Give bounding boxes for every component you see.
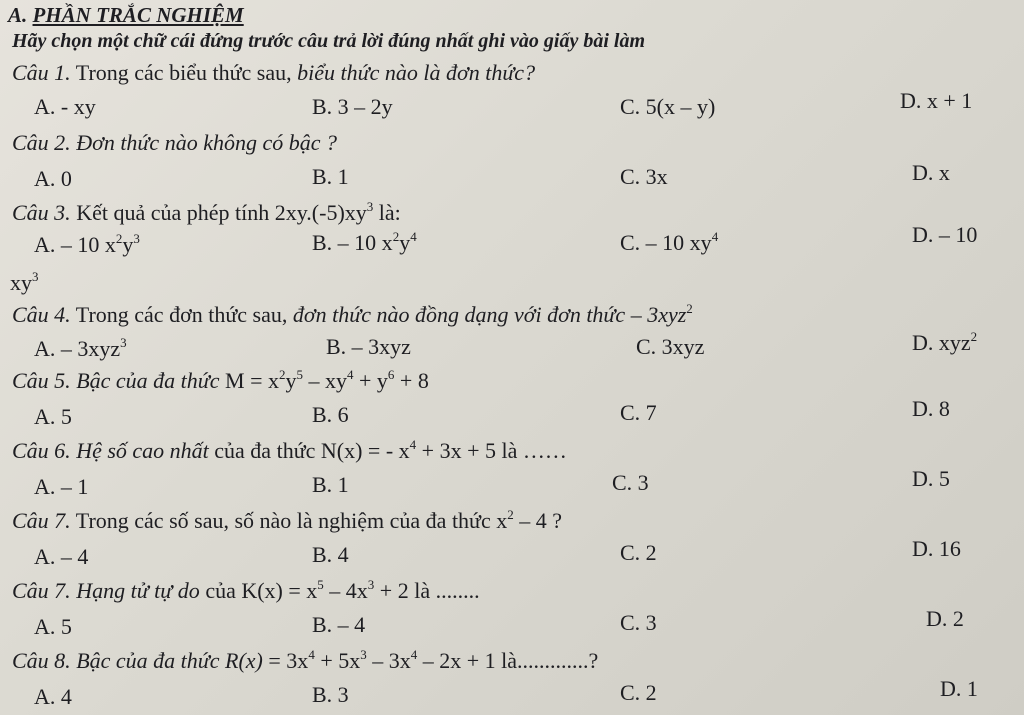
option-text: B. – 10 x <box>312 230 393 255</box>
question-label: Câu 8. <box>12 648 71 673</box>
superscript: 3 <box>367 577 375 592</box>
q1-option-a[interactable]: A. - xy <box>34 94 96 119</box>
question-text-end: là: <box>373 200 401 225</box>
section-heading <box>8 2 244 28</box>
question-7b <box>12 578 480 604</box>
q3-option-d[interactable]: D. – 10 <box>912 222 978 247</box>
expression-part: y <box>285 368 297 393</box>
q8-option-b[interactable]: B. 3 <box>312 682 349 707</box>
question-text-emphasis: đơn thức nào đồng dạng với đơn thức <box>292 302 626 327</box>
expression-part: + 8 <box>394 368 429 393</box>
question-label: Câu 2. <box>12 130 71 155</box>
superscript: 3 <box>360 647 367 662</box>
q7b-option-b[interactable]: B. – 4 <box>312 612 366 637</box>
superscript: 4 <box>410 229 417 244</box>
question-text-emphasis: Hạng tử tự do <box>70 578 200 603</box>
question-text: Trong các biểu thức sau, <box>70 60 298 85</box>
superscript: 2 <box>686 301 693 316</box>
superscript: 3 <box>120 335 127 350</box>
option-text: A. – 3xyz <box>34 336 121 361</box>
q4-option-b[interactable]: B. – 3xyz <box>326 334 411 359</box>
q3-option-b[interactable] <box>312 230 417 256</box>
q7-option-b[interactable]: B. 4 <box>312 542 349 567</box>
q3-option-c[interactable] <box>620 230 718 256</box>
option-text: y <box>122 232 134 257</box>
question-label: Câu 7. <box>12 578 71 603</box>
q2-option-b[interactable]: B. 1 <box>312 164 349 189</box>
q6-option-d[interactable]: D. 5 <box>912 466 950 491</box>
section-title: PHẦN TRẮC NGHIỆM <box>32 3 244 27</box>
option-text: xy <box>10 270 32 295</box>
expression-part: + 5x <box>314 648 361 673</box>
question-text: Đơn thức nào không có bậc ? <box>70 130 337 155</box>
q4-option-d[interactable] <box>912 330 977 356</box>
q7-option-c[interactable]: C. 2 <box>620 540 657 565</box>
superscript: 3 <box>133 231 140 246</box>
q5-option-c[interactable]: C. 7 <box>620 400 657 425</box>
q4-option-a[interactable] <box>34 336 127 362</box>
q7b-option-d[interactable]: D. 2 <box>926 606 964 631</box>
q7-option-a[interactable]: A. – 4 <box>34 544 89 569</box>
q5-option-d[interactable]: D. 8 <box>912 396 950 421</box>
expression-part: M = x <box>219 368 279 393</box>
superscript: 4 <box>347 367 354 382</box>
instruction-text: Hãy chọn một chữ cái đứng trước câu trả lời đúng nhất ghi vào giấy bài làm <box>12 30 646 52</box>
expression-part: – 3x <box>366 648 411 673</box>
question-text: của K(x) = x <box>199 578 318 603</box>
q1-option-d[interactable]: D. x + 1 <box>900 88 973 113</box>
expression-part: + y <box>353 368 388 393</box>
question-text: Trong các số sau, số nào là nghiệm của đa thức x <box>70 508 508 533</box>
q3-option-a[interactable] <box>34 232 140 258</box>
question-text: Trong các đơn thức sau, <box>70 302 293 327</box>
q6-option-b[interactable]: B. 1 <box>312 472 349 497</box>
q8-option-d[interactable]: D. 1 <box>940 676 978 701</box>
superscript: 2 <box>392 229 400 244</box>
question-text-end: – 3xyz <box>625 302 687 327</box>
expression-part: – xy <box>303 368 347 393</box>
superscript: 5 <box>317 577 324 592</box>
question-1 <box>12 60 535 86</box>
q2-option-d[interactable]: D. x <box>912 160 950 185</box>
q7-option-d[interactable]: D. 16 <box>912 536 961 561</box>
superscript: 2 <box>115 231 123 246</box>
question-text-emphasis: Bậc của đa thức R(x) <box>70 648 263 673</box>
question-text-end: + 2 là ........ <box>374 578 480 603</box>
superscript: 4 <box>308 647 315 662</box>
q2-option-a[interactable]: A. 0 <box>34 166 72 191</box>
q5-option-a[interactable]: A. 5 <box>34 404 72 429</box>
q8-option-c[interactable]: C. 2 <box>620 680 657 705</box>
question-text-end: + 3x + 5 là …… <box>416 438 567 463</box>
question-2 <box>12 130 337 156</box>
q6-option-a[interactable]: A. – 1 <box>34 474 89 499</box>
question-text-emphasis: Hệ số cao nhất <box>70 438 209 463</box>
question-text-emphasis: biểu thức nào là đơn thức? <box>297 60 536 85</box>
question-label: Câu 4. <box>12 302 71 327</box>
expression-part: = 3x <box>262 648 309 673</box>
question-7 <box>12 508 562 534</box>
option-text: y <box>399 230 411 255</box>
question-label: Câu 5. <box>12 368 71 393</box>
question-6 <box>12 438 567 464</box>
q2-option-c[interactable]: C. 3x <box>620 164 668 189</box>
question-8 <box>12 648 598 674</box>
section-letter: A. <box>8 3 28 27</box>
superscript: 5 <box>296 367 303 382</box>
question-text-end: – 4 ? <box>513 508 563 533</box>
superscript: 3 <box>32 269 39 284</box>
q4-option-c[interactable]: C. 3xyz <box>636 334 705 359</box>
superscript: 3 <box>366 199 374 214</box>
q5-option-b[interactable]: B. 6 <box>312 402 349 427</box>
q1-option-c[interactable]: C. 5(x – y) <box>620 94 716 119</box>
option-text: A. – 10 x <box>34 232 116 257</box>
superscript: 2 <box>279 367 286 382</box>
expression-part: – 2x + 1 là.............? <box>417 648 599 673</box>
q3-option-d-wrap <box>10 270 39 296</box>
q6-option-c[interactable]: C. 3 <box>612 470 649 495</box>
question-label: Câu 3. <box>12 200 71 225</box>
option-text: D. xyz <box>912 330 971 355</box>
option-text: C. – 10 xy <box>620 230 712 255</box>
question-5 <box>12 368 429 394</box>
question-3 <box>12 200 401 226</box>
question-label: Câu 1. <box>12 60 71 85</box>
q7b-option-a[interactable]: A. 5 <box>34 614 72 639</box>
question-text-emphasis: Bậc của đa thức <box>70 368 220 393</box>
superscript: 6 <box>387 367 395 382</box>
q7b-option-c[interactable]: C. 3 <box>620 610 657 635</box>
question-label: Câu 6. <box>12 438 71 463</box>
question-4 <box>12 302 693 328</box>
superscript: 4 <box>409 437 417 452</box>
superscript: 2 <box>507 507 514 522</box>
question-text: Kết quả của phép tính 2xy.(-5)xy <box>70 200 367 225</box>
superscript: 2 <box>970 329 978 344</box>
superscript: 4 <box>711 229 719 244</box>
q8-option-a[interactable]: A. 4 <box>34 684 72 709</box>
question-text: của đa thức N(x) = - x <box>208 438 410 463</box>
q1-option-b[interactable]: B. 3 – 2y <box>312 94 393 119</box>
question-text: – 4x <box>323 578 368 603</box>
superscript: 4 <box>410 647 418 662</box>
question-label: Câu 7. <box>12 508 71 533</box>
